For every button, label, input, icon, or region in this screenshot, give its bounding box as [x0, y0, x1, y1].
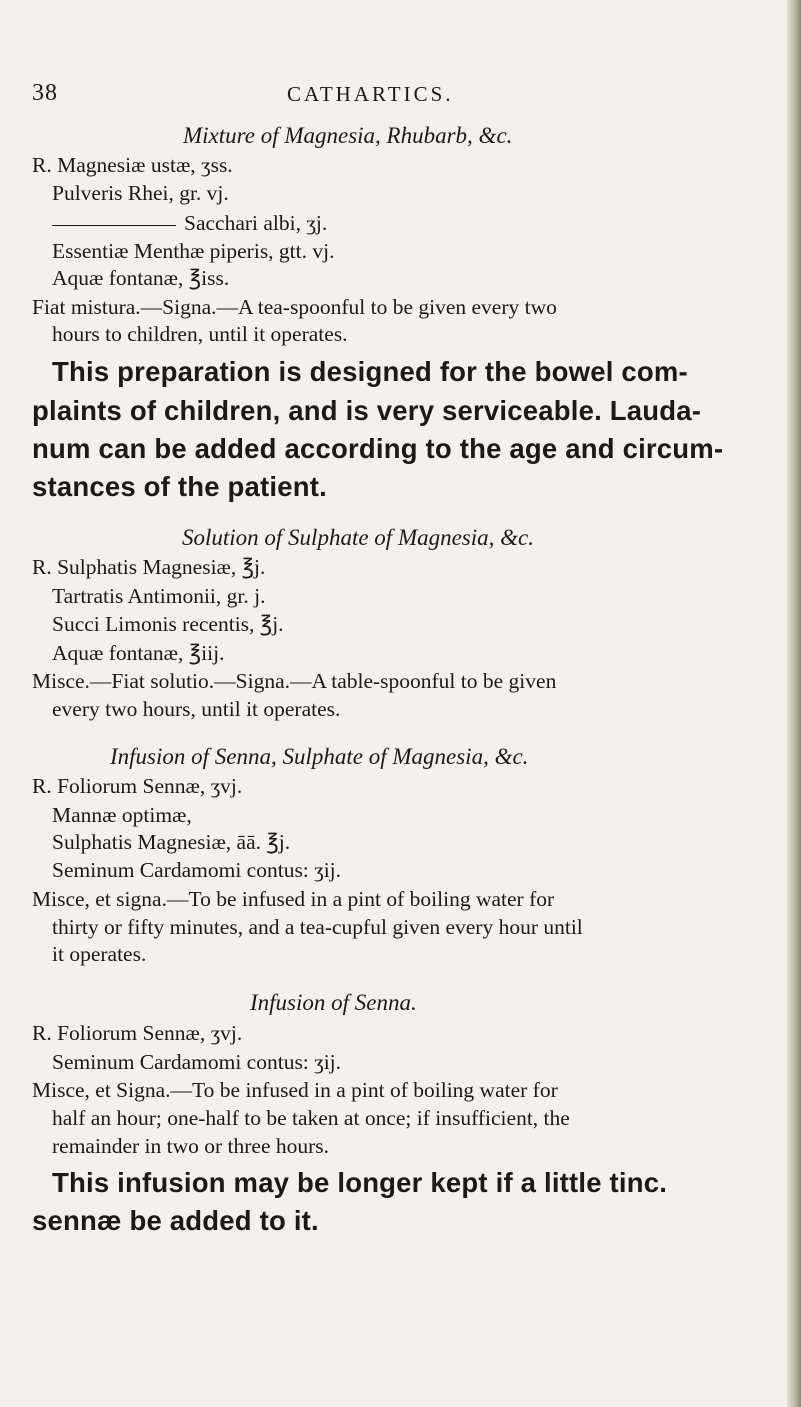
commentary-line: This preparation is designed for the bowel com-: [52, 356, 688, 387]
recipe-directions: thirty or fifty minutes, and a tea-cupful given every hour until: [52, 915, 583, 939]
recipe-directions: half an hour; one-half to be taken at once; if insufficient, the: [52, 1106, 570, 1130]
recipe-directions: Misce, et signa.—To be infused in a pint of boiling water for: [32, 887, 555, 911]
recipe-line: Pulveris Rhei, gr. vj.: [52, 181, 229, 205]
recipe-directions: remainder in two or three hours.: [52, 1134, 330, 1158]
page-edge-shadow: [787, 0, 801, 1407]
ditto-rule: [52, 225, 176, 226]
recipe-line: R. Foliorum Sennæ, ʒvj.: [32, 774, 243, 798]
recipe-line: Tartratis Antimonii, gr. j.: [52, 584, 266, 608]
recipe-line: Aquæ fontanæ, ℥iij.: [52, 641, 225, 665]
recipe-line: Aquæ fontanæ, ℥iss.: [52, 266, 230, 290]
recipe-directions: Fiat mistura.—Signa.—A tea-spoonful to be given every two: [32, 295, 557, 319]
page-number: 38: [32, 80, 58, 106]
recipe-line: Essentiæ Menthæ piperis, gtt. vj.: [52, 239, 335, 263]
recipe-directions: hours to children, until it operates.: [52, 322, 348, 346]
running-head: CATHARTICS.: [287, 82, 454, 106]
recipe-line-ditto: [52, 211, 327, 236]
recipe-line: R. Foliorum Sennæ, ʒvj.: [32, 1021, 243, 1045]
recipe-line: Seminum Cardamomi contus: ʒij.: [52, 858, 342, 882]
recipe-directions: it operates.: [52, 942, 147, 966]
recipe-directions: every two hours, until it operates.: [52, 697, 341, 721]
recipe-directions: Misce, et Signa.—To be infused in a pint of boiling water for: [32, 1078, 558, 1102]
commentary-line: sennæ be added to it.: [32, 1205, 319, 1236]
recipe-directions: Misce.—Fiat solutio.—Signa.—A table-spoonful to be given: [32, 669, 557, 693]
recipe-line: Sulphatis Magnesiæ, āā. ℥j.: [52, 830, 291, 854]
recipe-line: Mannæ optimæ,: [52, 803, 192, 827]
commentary-line: stances of the patient.: [32, 471, 327, 502]
recipe-line: R. Magnesiæ ustæ, ʒss.: [32, 153, 233, 177]
recipe-line: Succi Limonis recentis, ℥j.: [52, 612, 284, 636]
section-title-mixture-magnesia: Mixture of Magnesia, Rhubarb, &c.: [183, 123, 513, 148]
recipe-line: Seminum Cardamomi contus: ʒij.: [52, 1050, 342, 1074]
recipe-line-text: Sacchari albi, ʒj.: [184, 211, 328, 235]
recipe-line: R. Sulphatis Magnesiæ, ℥j.: [32, 555, 266, 579]
section-title-infusion-senna-sulphate: Infusion of Senna, Sulphate of Magnesia, &c.: [110, 744, 529, 769]
section-title-infusion-senna: Infusion of Senna.: [250, 990, 417, 1015]
commentary-line: plaints of children, and is very serviceable. Lauda-: [32, 395, 702, 426]
page-header: [32, 80, 672, 110]
commentary-line: This infusion may be longer kept if a little tinc.: [52, 1167, 668, 1198]
section-title-solution-sulphate: Solution of Sulphate of Magnesia, &c.: [182, 525, 534, 550]
commentary-line: num can be added according to the age and circum-: [32, 433, 724, 464]
